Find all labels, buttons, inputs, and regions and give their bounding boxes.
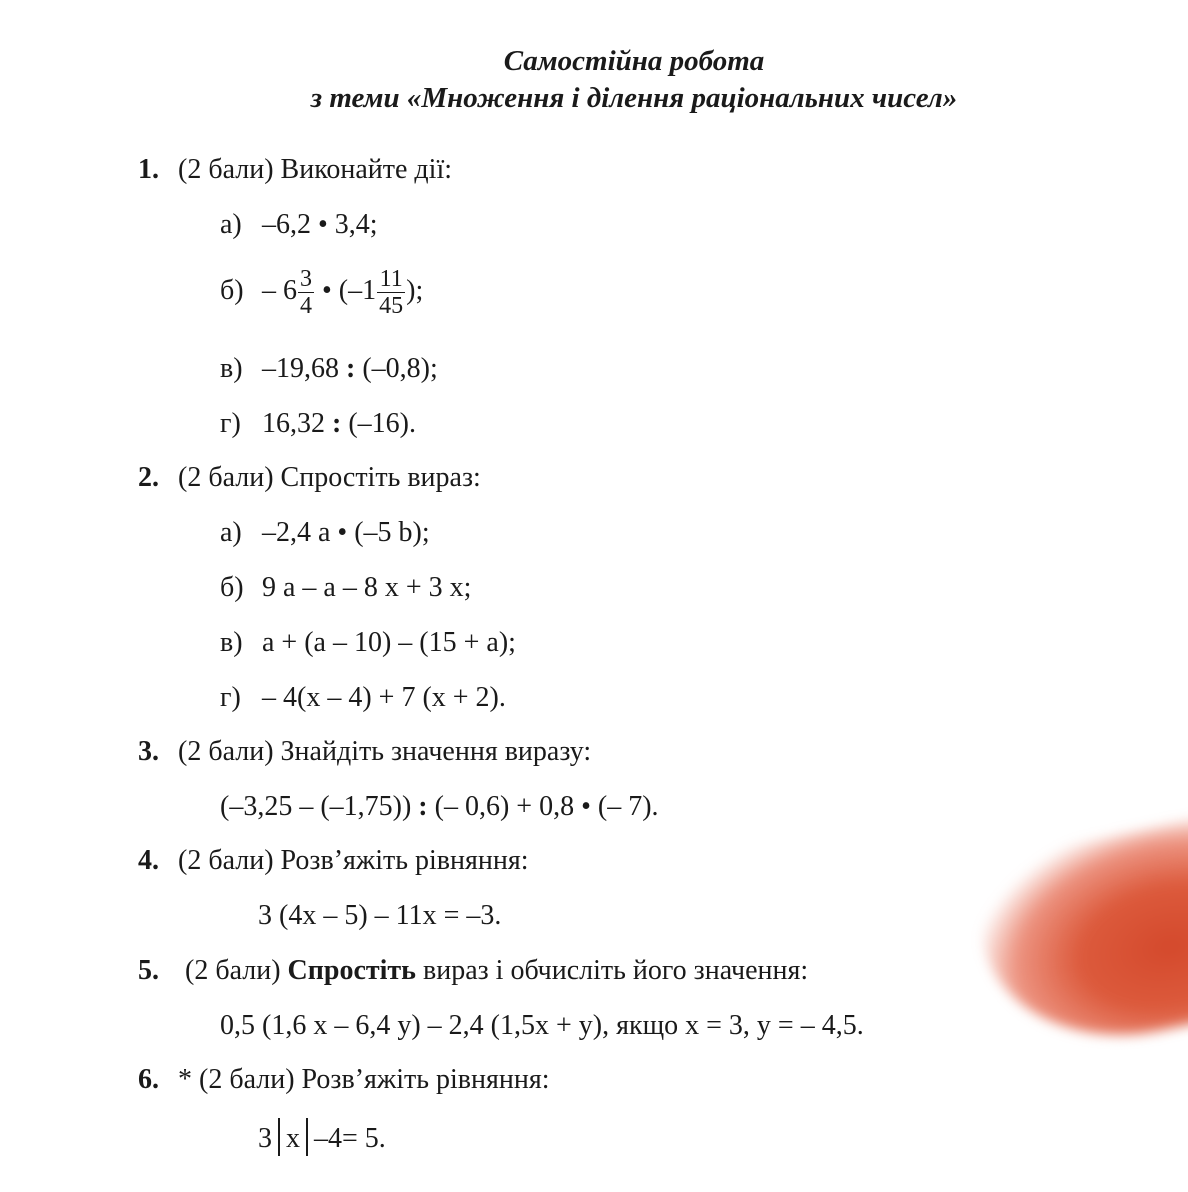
task-4-equation: 3 (4x – 5) – 11x = –3. (258, 900, 502, 931)
task-number: 4. (138, 845, 159, 876)
task-2-item-g (220, 681, 506, 715)
expr-suffix: ); (406, 274, 424, 306)
task-points: (2 бали) (178, 462, 274, 493)
fraction-three-quarters (298, 266, 314, 319)
task-1-heading (138, 153, 452, 187)
task-points: (2 бали) (185, 955, 281, 986)
task-points: (2 бали) (178, 736, 274, 767)
task-1-item-v (220, 352, 438, 386)
task-3-heading (138, 735, 591, 769)
absolute-value-bar-left (278, 1118, 280, 1156)
task-2-heading (138, 461, 481, 495)
expr-pre: (–3,25 – (–1,75)) (220, 791, 419, 822)
task-instruction: Знайдіть значення виразу: (280, 736, 592, 767)
item-label: а) (220, 209, 242, 240)
item-label: б) (220, 274, 244, 306)
item-expression: –2,4 a • (–5 b); (262, 517, 430, 548)
item-label: г) (220, 682, 241, 713)
task-4-heading (138, 844, 529, 878)
red-ink-smudge (967, 813, 1188, 1063)
task-instruction: Виконайте дії: (280, 154, 453, 185)
task-points: (2 бали) (178, 845, 274, 876)
task-number: 2. (138, 462, 159, 493)
item-expression: –6,2 • 3,4; (262, 209, 378, 240)
task-number: 5. (138, 955, 159, 986)
task-instruction: Розв’яжіть рівняння: (280, 845, 529, 876)
task-2-item-a (220, 516, 430, 550)
item-label: г) (220, 408, 241, 439)
absolute-value-bar-right (306, 1118, 308, 1156)
task-points: * (2 бали) (178, 1064, 295, 1095)
expr-pre: –19,68 (262, 353, 346, 384)
task-1-item-b (220, 266, 423, 319)
denominator: 45 (379, 293, 404, 319)
item-expression: – 4(x – 4) + 7 (x + 2). (262, 682, 506, 713)
fraction-eleven-fortyfifths (377, 266, 405, 319)
task-5-expression: 0,5 (1,6 x – 6,4 y) – 2,4 (1,5x + y), якщо x = 3, y = – 4,5. (220, 1010, 864, 1041)
worksheet-title: Самостійна робота (503, 45, 765, 77)
worksheet-subtitle: з теми «Множення і ділення раціональних чисел» (310, 82, 958, 114)
task-1-item-g (220, 407, 416, 441)
expr-post: –4= 5. (314, 1123, 386, 1154)
item-label: в) (220, 627, 243, 658)
expr-pre: 3 (258, 1123, 272, 1154)
item-expression: 9 a – a – 8 x + 3 x; (262, 572, 472, 603)
task-2-item-b (220, 571, 471, 605)
task-5-heading (138, 954, 808, 988)
expr-prefix: – 6 (262, 274, 297, 306)
task-number: 1. (138, 154, 159, 185)
task-3-expression (220, 790, 659, 824)
division-operator: : (332, 408, 342, 439)
expr-post: (–16). (341, 408, 416, 439)
expr-middle: • (–1 (315, 274, 377, 306)
item-label: в) (220, 353, 243, 384)
task-instruction: Спростіть вираз: (280, 462, 481, 493)
task-bold-verb: Спростіть (287, 955, 416, 986)
item-label: б) (220, 572, 244, 603)
task-6-equation (258, 1118, 386, 1156)
task-2-item-v (220, 626, 516, 660)
numerator: 11 (377, 266, 405, 293)
expr-post: (– 0,6) + 0,8 • (– 7). (427, 791, 659, 822)
denominator: 4 (300, 293, 312, 319)
task-number: 6. (138, 1064, 159, 1095)
task-points: (2 бали) (178, 154, 274, 185)
task-instruction: вираз і обчисліть його значення: (422, 955, 809, 986)
division-operator: : (346, 353, 356, 384)
task-6-heading (138, 1063, 550, 1097)
division-operator: : (418, 791, 428, 822)
item-label: а) (220, 517, 242, 548)
numerator: 3 (300, 266, 312, 292)
expr-pre: 16,32 (262, 408, 332, 439)
task-1-item-a (220, 208, 378, 242)
task-instruction: Розв’яжіть рівняння: (301, 1064, 550, 1095)
expr-variable: x (286, 1123, 300, 1154)
task-number: 3. (138, 736, 159, 767)
item-expression: a + (a – 10) – (15 + a); (262, 627, 516, 658)
expr-post: (–0,8); (355, 353, 438, 384)
